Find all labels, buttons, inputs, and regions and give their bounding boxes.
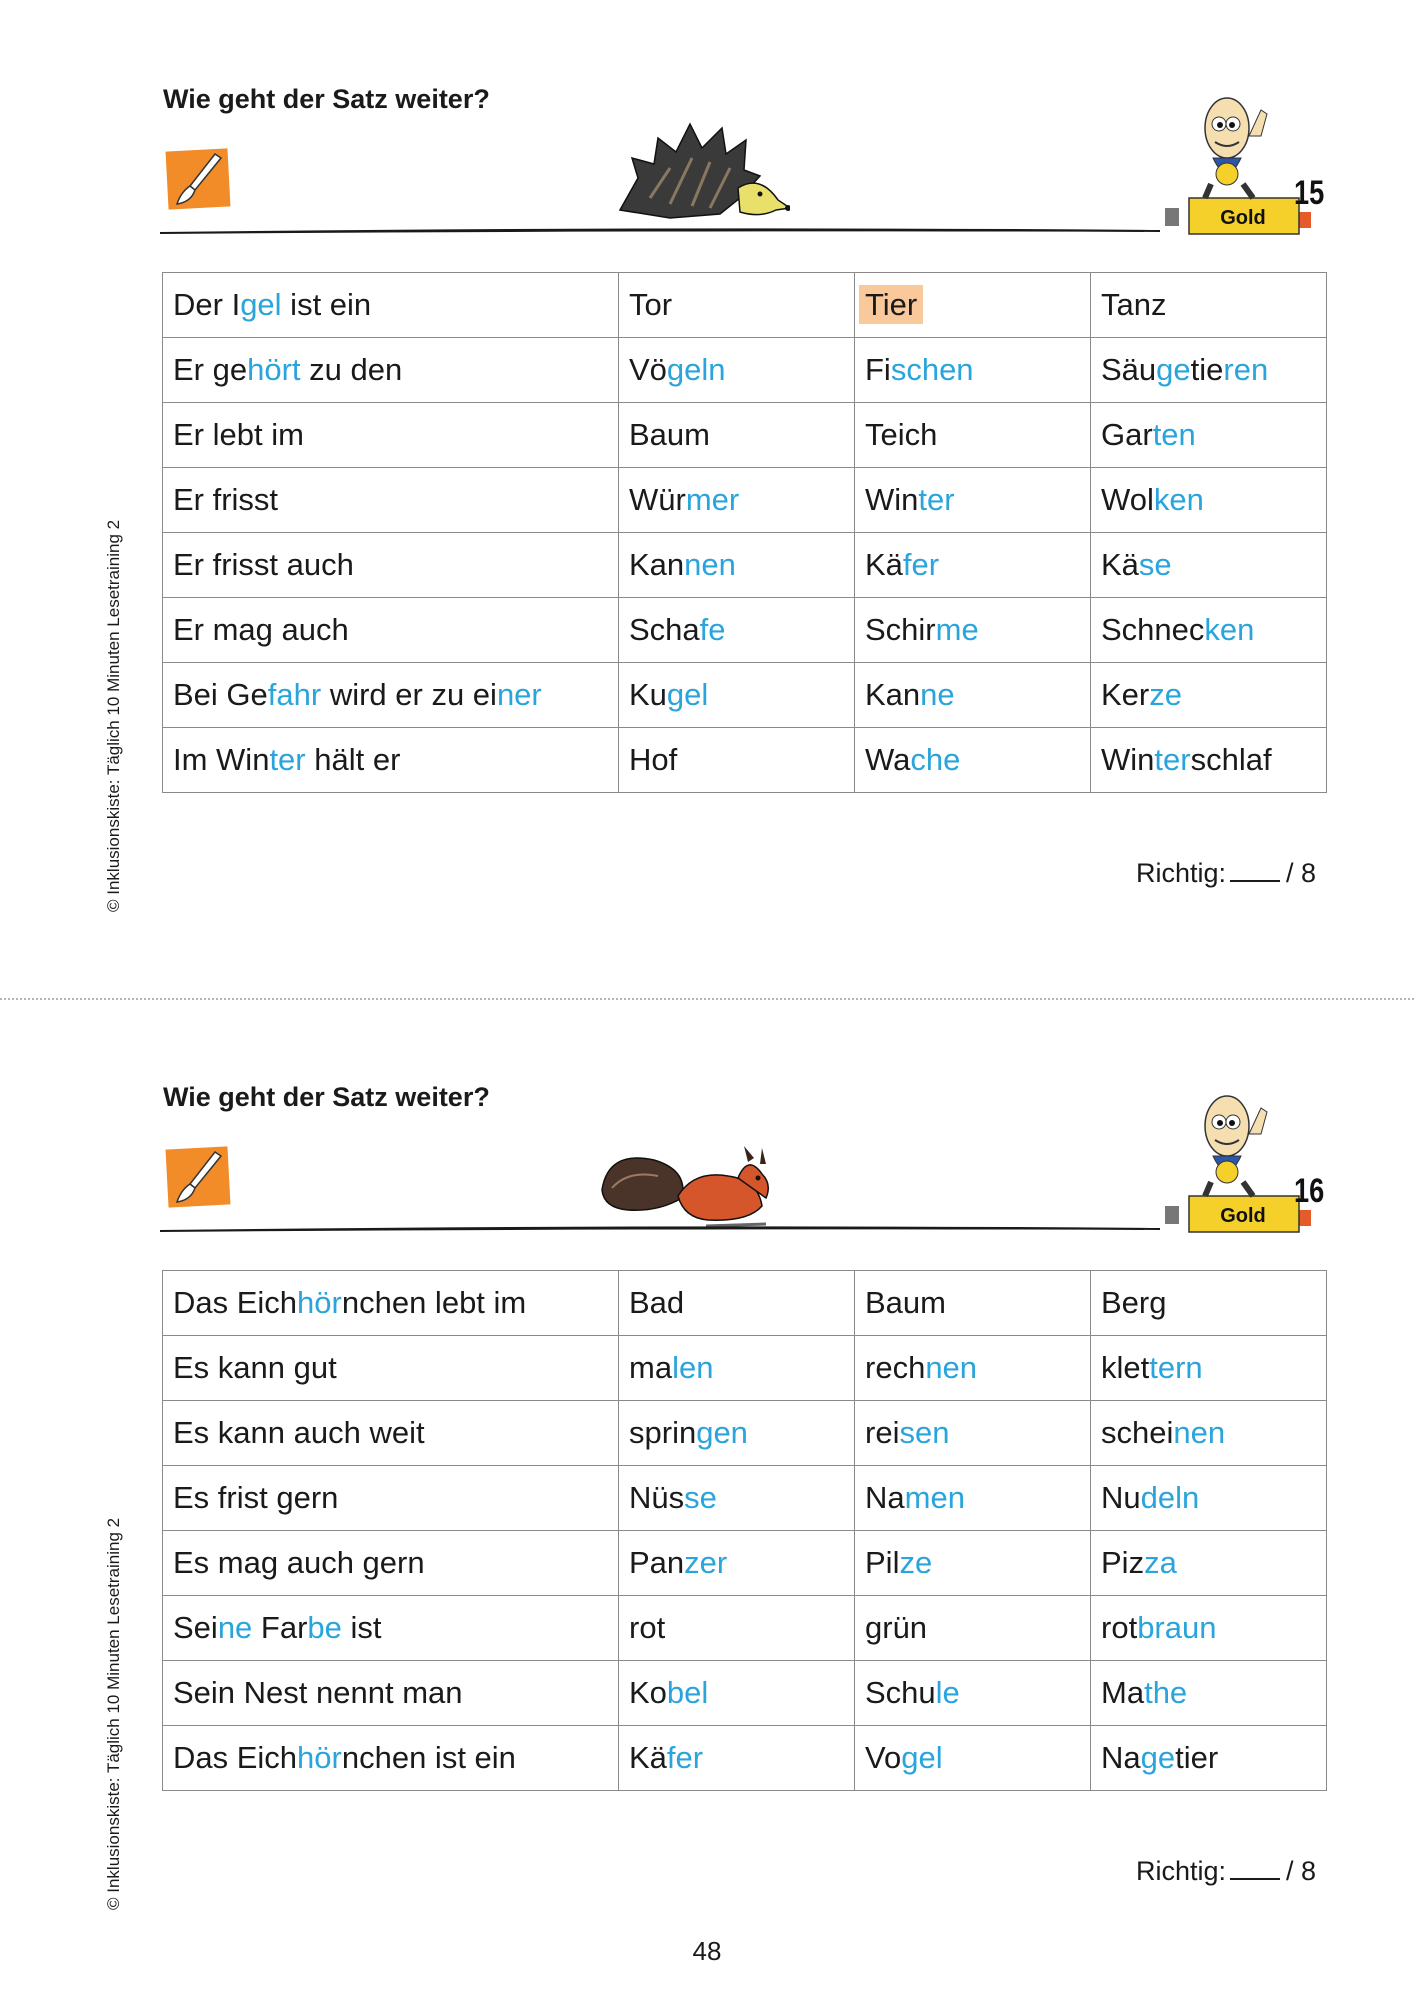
- syllable-segment: Wür: [629, 482, 686, 517]
- table-row: [163, 1466, 1327, 1531]
- syllable-segment: Kan: [865, 677, 921, 712]
- answer-option-cell[interactable]: [619, 728, 855, 793]
- syllable-segment: be: [307, 1610, 342, 1645]
- syllable-segment: rot: [1101, 1610, 1138, 1645]
- answer-option-cell[interactable]: [855, 468, 1091, 533]
- syllable-segment: Nu: [1101, 1480, 1141, 1515]
- syllable-segment: hört: [247, 352, 301, 387]
- score-total: / 8: [1286, 1856, 1317, 1886]
- syllable-segment: che: [910, 742, 961, 777]
- syllable-segment: Das Eich: [173, 1740, 298, 1775]
- syllable-segment: Säu: [1101, 352, 1157, 387]
- syllable-segment: grün: [865, 1610, 928, 1645]
- syllable-segment: ren: [1223, 352, 1269, 387]
- syllable-segment: Wa: [865, 742, 911, 777]
- answer-option-cell[interactable]: [1091, 468, 1327, 533]
- table-row: [163, 1531, 1327, 1596]
- score-total: / 8: [1286, 858, 1317, 888]
- syllable-segment: Sei: [173, 1610, 218, 1645]
- sentence-start-cell: [163, 1531, 619, 1596]
- answer-option-cell[interactable]: [619, 1596, 855, 1661]
- syllable-segment: ne: [217, 1610, 253, 1645]
- syllable-segment: ken: [1204, 612, 1255, 647]
- answer-option-cell[interactable]: [855, 1466, 1091, 1531]
- answer-option-cell[interactable]: [1091, 1401, 1327, 1466]
- syllable-segment: Es kann gut: [173, 1350, 337, 1385]
- answer-option-cell[interactable]: [619, 533, 855, 598]
- syllable-segment: za: [1144, 1545, 1177, 1580]
- syllable-segment: fer: [902, 547, 940, 582]
- syllable-segment: Kä: [629, 1740, 667, 1775]
- answer-option-cell[interactable]: [855, 1726, 1091, 1791]
- syllable-segment: Ker: [1101, 677, 1150, 712]
- answer-option-cell[interactable]: [855, 403, 1091, 468]
- answer-option-cell[interactable]: [855, 1531, 1091, 1596]
- answer-option-cell[interactable]: [619, 1271, 855, 1336]
- syllable-segment: hör: [297, 1285, 342, 1320]
- syllable-segment: Es mag auch gern: [173, 1545, 425, 1580]
- table-row: [163, 273, 1327, 338]
- syllable-segment: ten: [1152, 417, 1196, 452]
- answer-option-cell[interactable]: [619, 598, 855, 663]
- syllable-segment: Sein Nest nennt man: [173, 1675, 463, 1710]
- table-row: [163, 663, 1327, 728]
- sentence-start-cell: [163, 598, 619, 663]
- syllable-segment: fe: [699, 612, 726, 647]
- hedgehog-illustration: [610, 118, 790, 230]
- syllable-segment: schen: [890, 352, 974, 387]
- exercise-number: 16: [1294, 1172, 1325, 1210]
- syllable-segment: Schir: [865, 612, 936, 647]
- syllable-segment: ze: [1149, 677, 1182, 712]
- score-blank[interactable]: [1230, 879, 1280, 882]
- syllable-segment: Ma: [1101, 1675, 1145, 1710]
- sentence-table: [162, 1270, 1327, 1791]
- syllable-segment: Ku: [629, 677, 667, 712]
- syllable-segment: tier: [1175, 1740, 1219, 1775]
- answer-option-cell[interactable]: [1091, 598, 1327, 663]
- sentence-start-cell: [163, 1596, 619, 1661]
- answer-option-cell[interactable]: [1091, 273, 1327, 338]
- syllable-segment: ter: [1154, 742, 1191, 777]
- exercise-16: [0, 998, 1414, 1978]
- syllable-segment: Vo: [865, 1740, 902, 1775]
- score-field: [1136, 1856, 1316, 1887]
- answer-option-cell[interactable]: [855, 1401, 1091, 1466]
- syllable-segment: ter: [269, 742, 306, 777]
- score-label: Richtig:: [1136, 1856, 1227, 1886]
- syllable-segment: len: [672, 1350, 714, 1385]
- syllable-segment: Es frist gern: [173, 1480, 339, 1515]
- answer-option-cell[interactable]: [855, 1336, 1091, 1401]
- sentence-start-cell: [163, 1401, 619, 1466]
- syllable-segment: le: [935, 1675, 960, 1710]
- syllable-segment: rot: [629, 1610, 666, 1645]
- paintbrush-icon: [165, 1144, 231, 1210]
- syllable-segment: the: [1144, 1675, 1188, 1710]
- table-row: [163, 728, 1327, 793]
- syllable-segment: Baum: [865, 1285, 946, 1320]
- table-row: [163, 403, 1327, 468]
- syllable-segment: Teich: [865, 417, 938, 452]
- syllable-segment: Pil: [865, 1545, 900, 1580]
- answer-option-cell[interactable]: [619, 468, 855, 533]
- syllable-segment: zer: [684, 1545, 728, 1580]
- answer-option-cell[interactable]: [1091, 1466, 1327, 1531]
- syllable-segment: sprin: [629, 1415, 697, 1450]
- score-field: [1136, 858, 1316, 889]
- syllable-segment: Schnec: [1101, 612, 1205, 647]
- score-blank[interactable]: [1230, 1877, 1280, 1880]
- syllable-segment: ter: [918, 482, 955, 517]
- sentence-start-cell: [163, 1661, 619, 1726]
- exercise-number: 15: [1294, 174, 1325, 212]
- syllable-segment: Der I: [173, 287, 241, 322]
- syllable-segment: Bad: [629, 1285, 685, 1320]
- syllable-segment: hält er: [305, 742, 401, 777]
- syllable-segment: Pan: [629, 1545, 685, 1580]
- syllable-segment: Berg: [1101, 1285, 1167, 1320]
- sentence-start-cell: [163, 1271, 619, 1336]
- answer-option-cell[interactable]: [1091, 1596, 1327, 1661]
- table-row: [163, 1726, 1327, 1791]
- syllable-segment: gel: [901, 1740, 943, 1775]
- exercise-title: Wie geht der Satz weiter?: [163, 84, 490, 114]
- syllable-segment: Win: [1101, 742, 1155, 777]
- table-row: [163, 1336, 1327, 1401]
- syllable-segment: Vö: [629, 352, 667, 387]
- syllable-segment: tie: [1190, 352, 1224, 387]
- answer-option-cell[interactable]: [1091, 1531, 1327, 1596]
- syllable-segment: Ko: [629, 1675, 667, 1710]
- syllable-segment: tern: [1149, 1350, 1203, 1385]
- syllable-segment: Tor: [629, 287, 673, 322]
- syllable-segment: Gar: [1101, 417, 1153, 452]
- syllable-segment: Scha: [629, 612, 700, 647]
- syllable-segment: ne: [920, 677, 955, 712]
- answer-option-cell[interactable]: [619, 403, 855, 468]
- paintbrush-icon: [165, 146, 231, 212]
- syllable-segment: ner: [496, 677, 542, 712]
- syllable-segment: fahr: [267, 677, 322, 712]
- divider-line: [160, 1222, 1160, 1236]
- syllable-segment: deln: [1140, 1480, 1200, 1515]
- score-label: Richtig:: [1136, 858, 1227, 888]
- syllable-segment: wird er zu ei: [321, 677, 497, 712]
- syllable-segment: fer: [666, 1740, 704, 1775]
- syllable-segment: Kä: [1101, 547, 1139, 582]
- selected-answer: Tier: [859, 285, 923, 324]
- syllable-segment: Das Eich: [173, 1285, 298, 1320]
- syllable-segment: Er mag auch: [173, 612, 349, 647]
- squirrel-illustration: [598, 1140, 784, 1228]
- answer-option-cell[interactable]: [619, 1466, 855, 1531]
- table-row: [163, 533, 1327, 598]
- sentence-start-cell: [163, 1336, 619, 1401]
- table-row: [163, 468, 1327, 533]
- sentence-start-cell: [163, 663, 619, 728]
- copyright-note: © Inklusionskiste: Täglich 10 Minuten Lesetraining 2: [104, 519, 123, 912]
- syllable-segment: Bei Ge: [173, 677, 268, 712]
- syllable-segment: me: [935, 612, 979, 647]
- answer-option-cell[interactable]: [855, 1596, 1091, 1661]
- syllable-segment: Tanz: [1101, 287, 1167, 322]
- answer-option-cell[interactable]: [855, 338, 1091, 403]
- copyright-note: © Inklusionskiste: Täglich 10 Minuten Lesetraining 2: [104, 1517, 123, 1910]
- syllable-segment: braun: [1137, 1610, 1217, 1645]
- answer-option-cell[interactable]: [855, 1271, 1091, 1336]
- syllable-segment: Er lebt im: [173, 417, 304, 452]
- table-row: [163, 598, 1327, 663]
- answer-option-cell[interactable]: [619, 1661, 855, 1726]
- syllable-segment: ist ein: [281, 287, 372, 322]
- syllable-segment: ze: [899, 1545, 933, 1580]
- answer-option-cell[interactable]: [619, 273, 855, 338]
- syllable-segment: Baum: [629, 417, 710, 452]
- answer-option-cell[interactable]: [855, 728, 1091, 793]
- answer-option-cell[interactable]: [1091, 533, 1327, 598]
- table-row: [163, 1596, 1327, 1661]
- syllable-segment: nen: [684, 547, 736, 582]
- syllable-segment: Im Win: [173, 742, 270, 777]
- syllable-segment: gel: [240, 287, 282, 322]
- syllable-segment: se: [684, 1480, 717, 1515]
- syllable-segment: hör: [297, 1740, 342, 1775]
- answer-option-cell[interactable]: [855, 598, 1091, 663]
- syllable-segment: Nüs: [629, 1480, 685, 1515]
- syllable-segment: Fi: [865, 352, 891, 387]
- syllable-segment: sen: [899, 1415, 950, 1450]
- sentence-start-cell: [163, 403, 619, 468]
- answer-option-cell[interactable]: [619, 1726, 855, 1791]
- sentence-start-cell: [163, 468, 619, 533]
- syllable-segment: rei: [865, 1415, 900, 1450]
- divider-line: [160, 224, 1160, 238]
- sentence-start-cell: [163, 338, 619, 403]
- syllable-segment: klet: [1101, 1350, 1150, 1385]
- syllable-segment: bel: [666, 1675, 709, 1710]
- answer-option-cell[interactable]: [1091, 1271, 1327, 1336]
- syllable-segment: nchen ist ein: [341, 1740, 516, 1775]
- syllable-segment: ist: [341, 1610, 382, 1645]
- syllable-segment: men: [904, 1480, 965, 1515]
- syllable-segment: schlaf: [1190, 742, 1272, 777]
- syllable-segment: Er frisst: [173, 482, 279, 517]
- table-row: [163, 1661, 1327, 1726]
- syllable-segment: nen: [1173, 1415, 1226, 1450]
- syllable-segment: Es kann auch weit: [173, 1415, 425, 1450]
- syllable-segment: ken: [1153, 482, 1204, 517]
- answer-option-cell[interactable]: [619, 338, 855, 403]
- answer-option-cell[interactable]: [619, 663, 855, 728]
- answer-option-cell[interactable]: [1091, 1661, 1327, 1726]
- answer-option-cell[interactable]: [1091, 728, 1327, 793]
- badge-label: Gold: [1220, 1205, 1266, 1227]
- answer-option-cell[interactable]: [1091, 1726, 1327, 1791]
- syllable-segment: gen: [696, 1415, 748, 1450]
- answer-option-cell[interactable]: [855, 663, 1091, 728]
- syllable-segment: Piz: [1101, 1545, 1145, 1580]
- exercise-15: [0, 0, 1414, 980]
- syllable-segment: gel: [666, 677, 709, 712]
- syllable-segment: ma: [629, 1350, 673, 1385]
- syllable-segment: schei: [1101, 1415, 1174, 1450]
- syllable-segment: nen: [925, 1350, 978, 1385]
- table-row: [163, 1271, 1327, 1336]
- answer-option-cell[interactable]: [619, 1531, 855, 1596]
- syllable-segment: Er ge: [173, 352, 248, 387]
- answer-option-cell[interactable]: [1091, 663, 1327, 728]
- syllable-segment: se: [1138, 547, 1172, 582]
- exercise-title: Wie geht der Satz weiter?: [163, 1082, 490, 1112]
- syllable-segment: Far: [252, 1610, 308, 1645]
- table-row: [163, 1401, 1327, 1466]
- answer-option-cell[interactable]: [619, 1401, 855, 1466]
- syllable-segment: Er frisst auch: [173, 547, 354, 582]
- syllable-segment: Kan: [629, 547, 685, 582]
- syllable-segment: Na: [865, 1480, 905, 1515]
- badge-label: Gold: [1220, 207, 1266, 229]
- syllable-segment: Hof: [629, 742, 678, 777]
- answer-option-cell[interactable]: [855, 273, 1091, 338]
- table-row: [163, 338, 1327, 403]
- sentence-start-cell: [163, 1726, 619, 1791]
- syllable-segment: mer: [685, 482, 740, 517]
- syllable-segment: ge: [1156, 352, 1191, 387]
- syllable-segment: zu den: [300, 352, 403, 387]
- syllable-segment: Win: [865, 482, 919, 517]
- syllable-segment: Kä: [865, 547, 903, 582]
- answer-option-cell[interactable]: [855, 533, 1091, 598]
- answer-option-cell[interactable]: [619, 1336, 855, 1401]
- answer-option-cell[interactable]: [1091, 338, 1327, 403]
- sentence-start-cell: [163, 1466, 619, 1531]
- syllable-segment: nchen lebt im: [341, 1285, 527, 1320]
- sentence-start-cell: [163, 273, 619, 338]
- answer-option-cell[interactable]: [855, 1661, 1091, 1726]
- answer-option-cell[interactable]: [1091, 1336, 1327, 1401]
- syllable-segment: ge: [1140, 1740, 1176, 1775]
- sentence-start-cell: [163, 533, 619, 598]
- page-number: 48: [692, 1936, 722, 1966]
- syllable-segment: geln: [666, 352, 726, 387]
- syllable-segment: Wol: [1101, 482, 1154, 517]
- syllable-segment: Schu: [865, 1675, 936, 1710]
- sentence-start-cell: [163, 728, 619, 793]
- sentence-table: [162, 272, 1327, 793]
- syllable-segment: rech: [865, 1350, 926, 1385]
- answer-option-cell[interactable]: [1091, 403, 1327, 468]
- syllable-segment: Na: [1101, 1740, 1141, 1775]
